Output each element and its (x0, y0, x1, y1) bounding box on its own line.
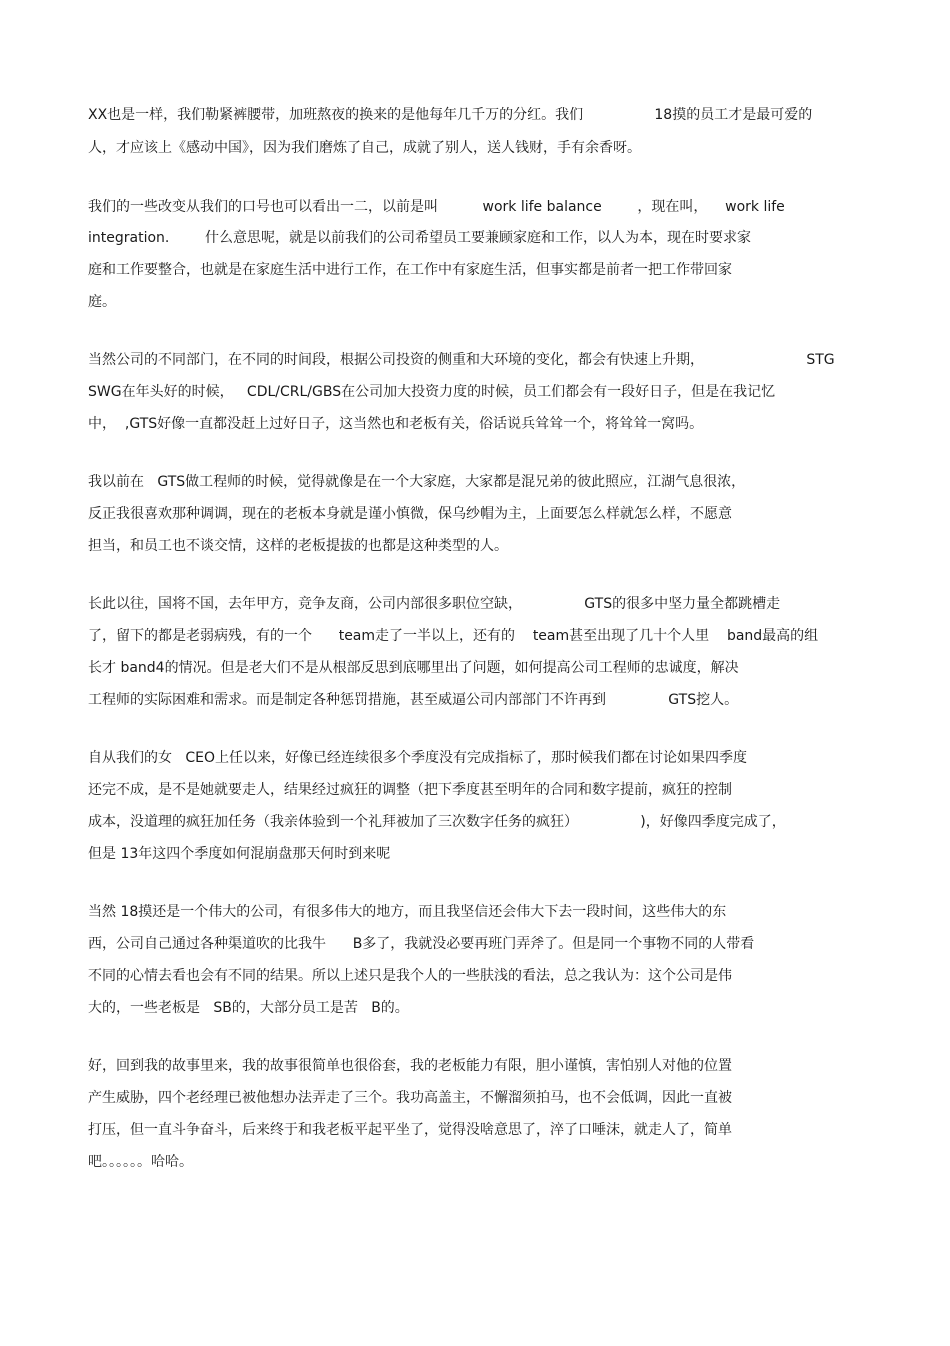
paragraph-line: 我们的一些改变从我们的口号也可以看出一二，以前是叫 work life balance ，现在叫， work life (88, 199, 785, 215)
paragraph-line: 当然 18摸还是一个伟大的公司，有很多伟大的地方，而且我坚信还会伟大下去一段时间，这些伟大的东 (88, 904, 727, 920)
paragraph-line: integration. 什么意思呢，就是以前我们的公司希望员工要兼顾家庭和工作，以人为本，现在时要求家 (88, 230, 751, 246)
paragraph-line: 人，才应该上《感动中国》，因为我们磨炼了自己，成就了别人，送人钱财，手有余香呀。 (88, 140, 641, 156)
paragraph-line: 大的，一些老板是 SB的，大部分员工是苦 B的。 (88, 1000, 409, 1016)
paragraph-line: 当然公司的不同部门，在不同的时间段，根据公司投资的侧重和大环境的变化，都会有快速上升期， STG (88, 352, 835, 368)
paragraph-line: 庭。 (88, 294, 116, 310)
paragraph-line: 担当，和员工也不谈交情，这样的老板提拔的也都是这种类型的人。 (88, 538, 508, 554)
paragraph-line: 长才 band4的情况。但是老大们不是从根部反思到底哪里出了问题，如何提高公司工程师的忠诚度，解决 (88, 660, 739, 676)
paragraph-line: 庭和工作要整合，也就是在家庭生活中进行工作，在工作中有家庭生活，但事实都是前者一把工作带回家 (88, 262, 732, 278)
paragraph-line: 吧。。。。。。哈哈。 (88, 1154, 193, 1170)
paragraph-line: 工程师的实际困难和需求。而是制定各种惩罚措施，甚至威逼公司内部部门不许再到 GTS挖人。 (88, 692, 739, 708)
paragraph-line: XX也是一样，我们勒紧裤腰带，加班熬夜的换来的是他每年几千万的分红。我们 18摸的员工才是最可爱的 (88, 107, 813, 123)
paragraph-line: 还完不成，是不是她就要走人，结果经过疯狂的调整（把下季度甚至明年的合同和数字提前，疯狂的控制 (88, 782, 732, 798)
paragraph-line: 自从我们的女 CEO上任以来，好像已经连续很多个季度没有完成指标了，那时候我们都在讨论如果四季度 (88, 750, 747, 766)
paragraph-line: 成本，没道理的疯狂加任务（我亲体验到一个礼拜被加了三次数字任务的疯狂） )，好像四季度完成了， (88, 814, 786, 830)
paragraph-line: 我以前在 GTS做工程师的时候，觉得就像是在一个大家庭，大家都是混兄弟的彼此照应，江湖气息很浓， (88, 474, 746, 490)
paragraph-line: 产生威胁，四个老经理已被他想办法弄走了三个。我功高盖主，不懈溜须拍马，也不会低调，因此一直被 (88, 1090, 732, 1106)
paragraph-line: 反正我很喜欢那种调调，现在的老板本身就是谨小慎微，保乌纱帽为主，上面要怎么样就怎么样，不愿意 (88, 506, 732, 522)
paragraph-line: 中， ,GTS好像一直都没赶上过好日子，这当然也和老板有关，俗话说兵耸耸一个，将耸耸一窝吗。 (88, 416, 704, 432)
paragraph-line: 但是 13年这四个季度如何混崩盘那天何时到来呢 (88, 846, 391, 862)
paragraph-line: 不同的心情去看也会有不同的结果。所以上述只是我个人的一些肤浅的看法，总之我认为：这个公司是伟 (88, 968, 732, 984)
paragraph-line: SWG在年头好的时候， CDL/CRL/GBS在公司加大投资力度的时候，员工们都会有一段好日子，但是在我记忆 (88, 384, 776, 400)
paragraph-line: 长此以往，国将不国，去年甲方，竞争友商，公司内部很多职位空缺， GTS的很多中坚力量全都跳槽走 (88, 596, 781, 612)
paragraph-line: 好，回到我的故事里来，我的故事很简单也很俗套，我的老板能力有限，胆小谨慎，害怕别人对他的位置 (88, 1058, 732, 1074)
paragraph-line: 打压，但一直斗争奋斗，后来终于和我老板平起平坐了，觉得没啥意思了，淬了口唾沫，就走人了，简单 (88, 1122, 732, 1138)
paragraph-line: 了，留下的都是老弱病残，有的一个 team走了一半以上，还有的 team甚至出现了几十个人里 band最高的组 (88, 628, 819, 644)
paragraph-line: 西，公司自己通过各种渠道吹的比我牛 B多了，我就没必要再班门弄斧了。但是同一个事物不同的人带看 (88, 936, 755, 952)
